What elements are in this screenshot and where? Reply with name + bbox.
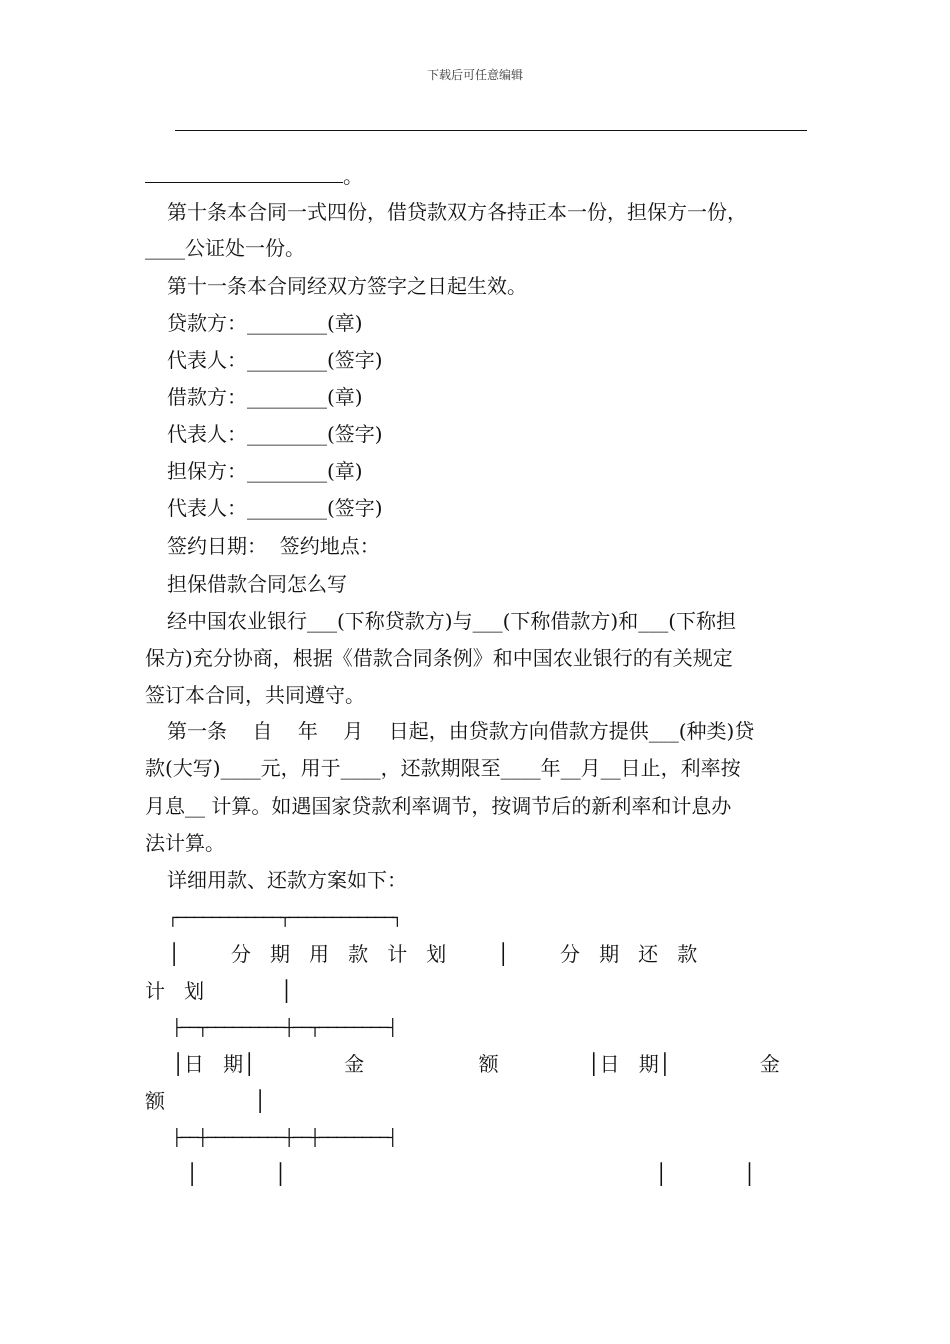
- sign-lender-rep: 代表人：________(签字): [167, 348, 383, 372]
- table-header-row-wrap: 计 划 │: [145, 979, 293, 1003]
- intro-line-1: 经中国农业银行___(下称贷款方)与___(下称借款方)和___(下称担: [167, 609, 737, 633]
- sign-borrower-rep: 代表人：________(签字): [167, 422, 383, 446]
- blank-fill-line: [175, 130, 807, 131]
- intro-line-3: 签订本合同，共同遵守。: [145, 683, 365, 707]
- article-10-line-1: 第十条本合同一式四份，借贷款双方各持正本一份，担保方一份，: [167, 200, 747, 224]
- article-1-line-2: 款(大写)____元，用于____，还款期限至____年__月__日止，利率按: [145, 756, 741, 780]
- article-11: 第十一条本合同经双方签字之日起生效。: [167, 274, 527, 298]
- sign-borrower: 借款方：________(章): [167, 385, 363, 409]
- article-10-line-2: ____公证处一份。: [145, 236, 305, 260]
- sign-date-place: 签约日期： 签约地点：: [167, 534, 380, 558]
- table-header-row: │ 分 期 用 款 计 划 │ 分 期 还 款: [168, 942, 698, 966]
- table-column-headers: │日 期│ 金 额 │日 期│ 金: [172, 1052, 780, 1076]
- section-subtitle: 担保借款合同怎么写: [167, 572, 347, 596]
- page-header: 下载后可任意编辑: [426, 68, 523, 82]
- intro-line-2: 保方)充分协商，根据《借款合同条例》和中国农业银行的有关规定: [145, 646, 733, 670]
- article-1-line-4: 法计算。: [145, 831, 225, 855]
- table-top-border: ┌────────────┬────────────┐: [168, 908, 402, 927]
- blank-fill-line-2: [145, 182, 343, 183]
- table-divider-1: ├──┬─────────┼──┬────────┤: [172, 1018, 397, 1037]
- plan-title: 详细用款、还款方案如下：: [167, 868, 407, 892]
- line-end-period: 。: [343, 164, 363, 188]
- sign-lender: 贷款方：________(章): [167, 311, 363, 335]
- sign-guarantor-rep: 代表人：________(签字): [167, 496, 383, 520]
- table-data-row: │ │ │ │: [186, 1162, 756, 1186]
- article-1-line-3: 月息__ 计算。如遇国家贷款利率调节，按调节后的新利率和计息办: [145, 794, 732, 818]
- article-1-line-1: 第一条 自 年 月 日起，由贷款方向借款方提供___(种类)贷: [167, 719, 755, 743]
- table-column-headers-wrap: 额 │: [145, 1089, 267, 1113]
- table-divider-2: ├──┼─────────┼──┼────────┤: [172, 1128, 397, 1147]
- sign-guarantor: 担保方：________(章): [167, 459, 363, 483]
